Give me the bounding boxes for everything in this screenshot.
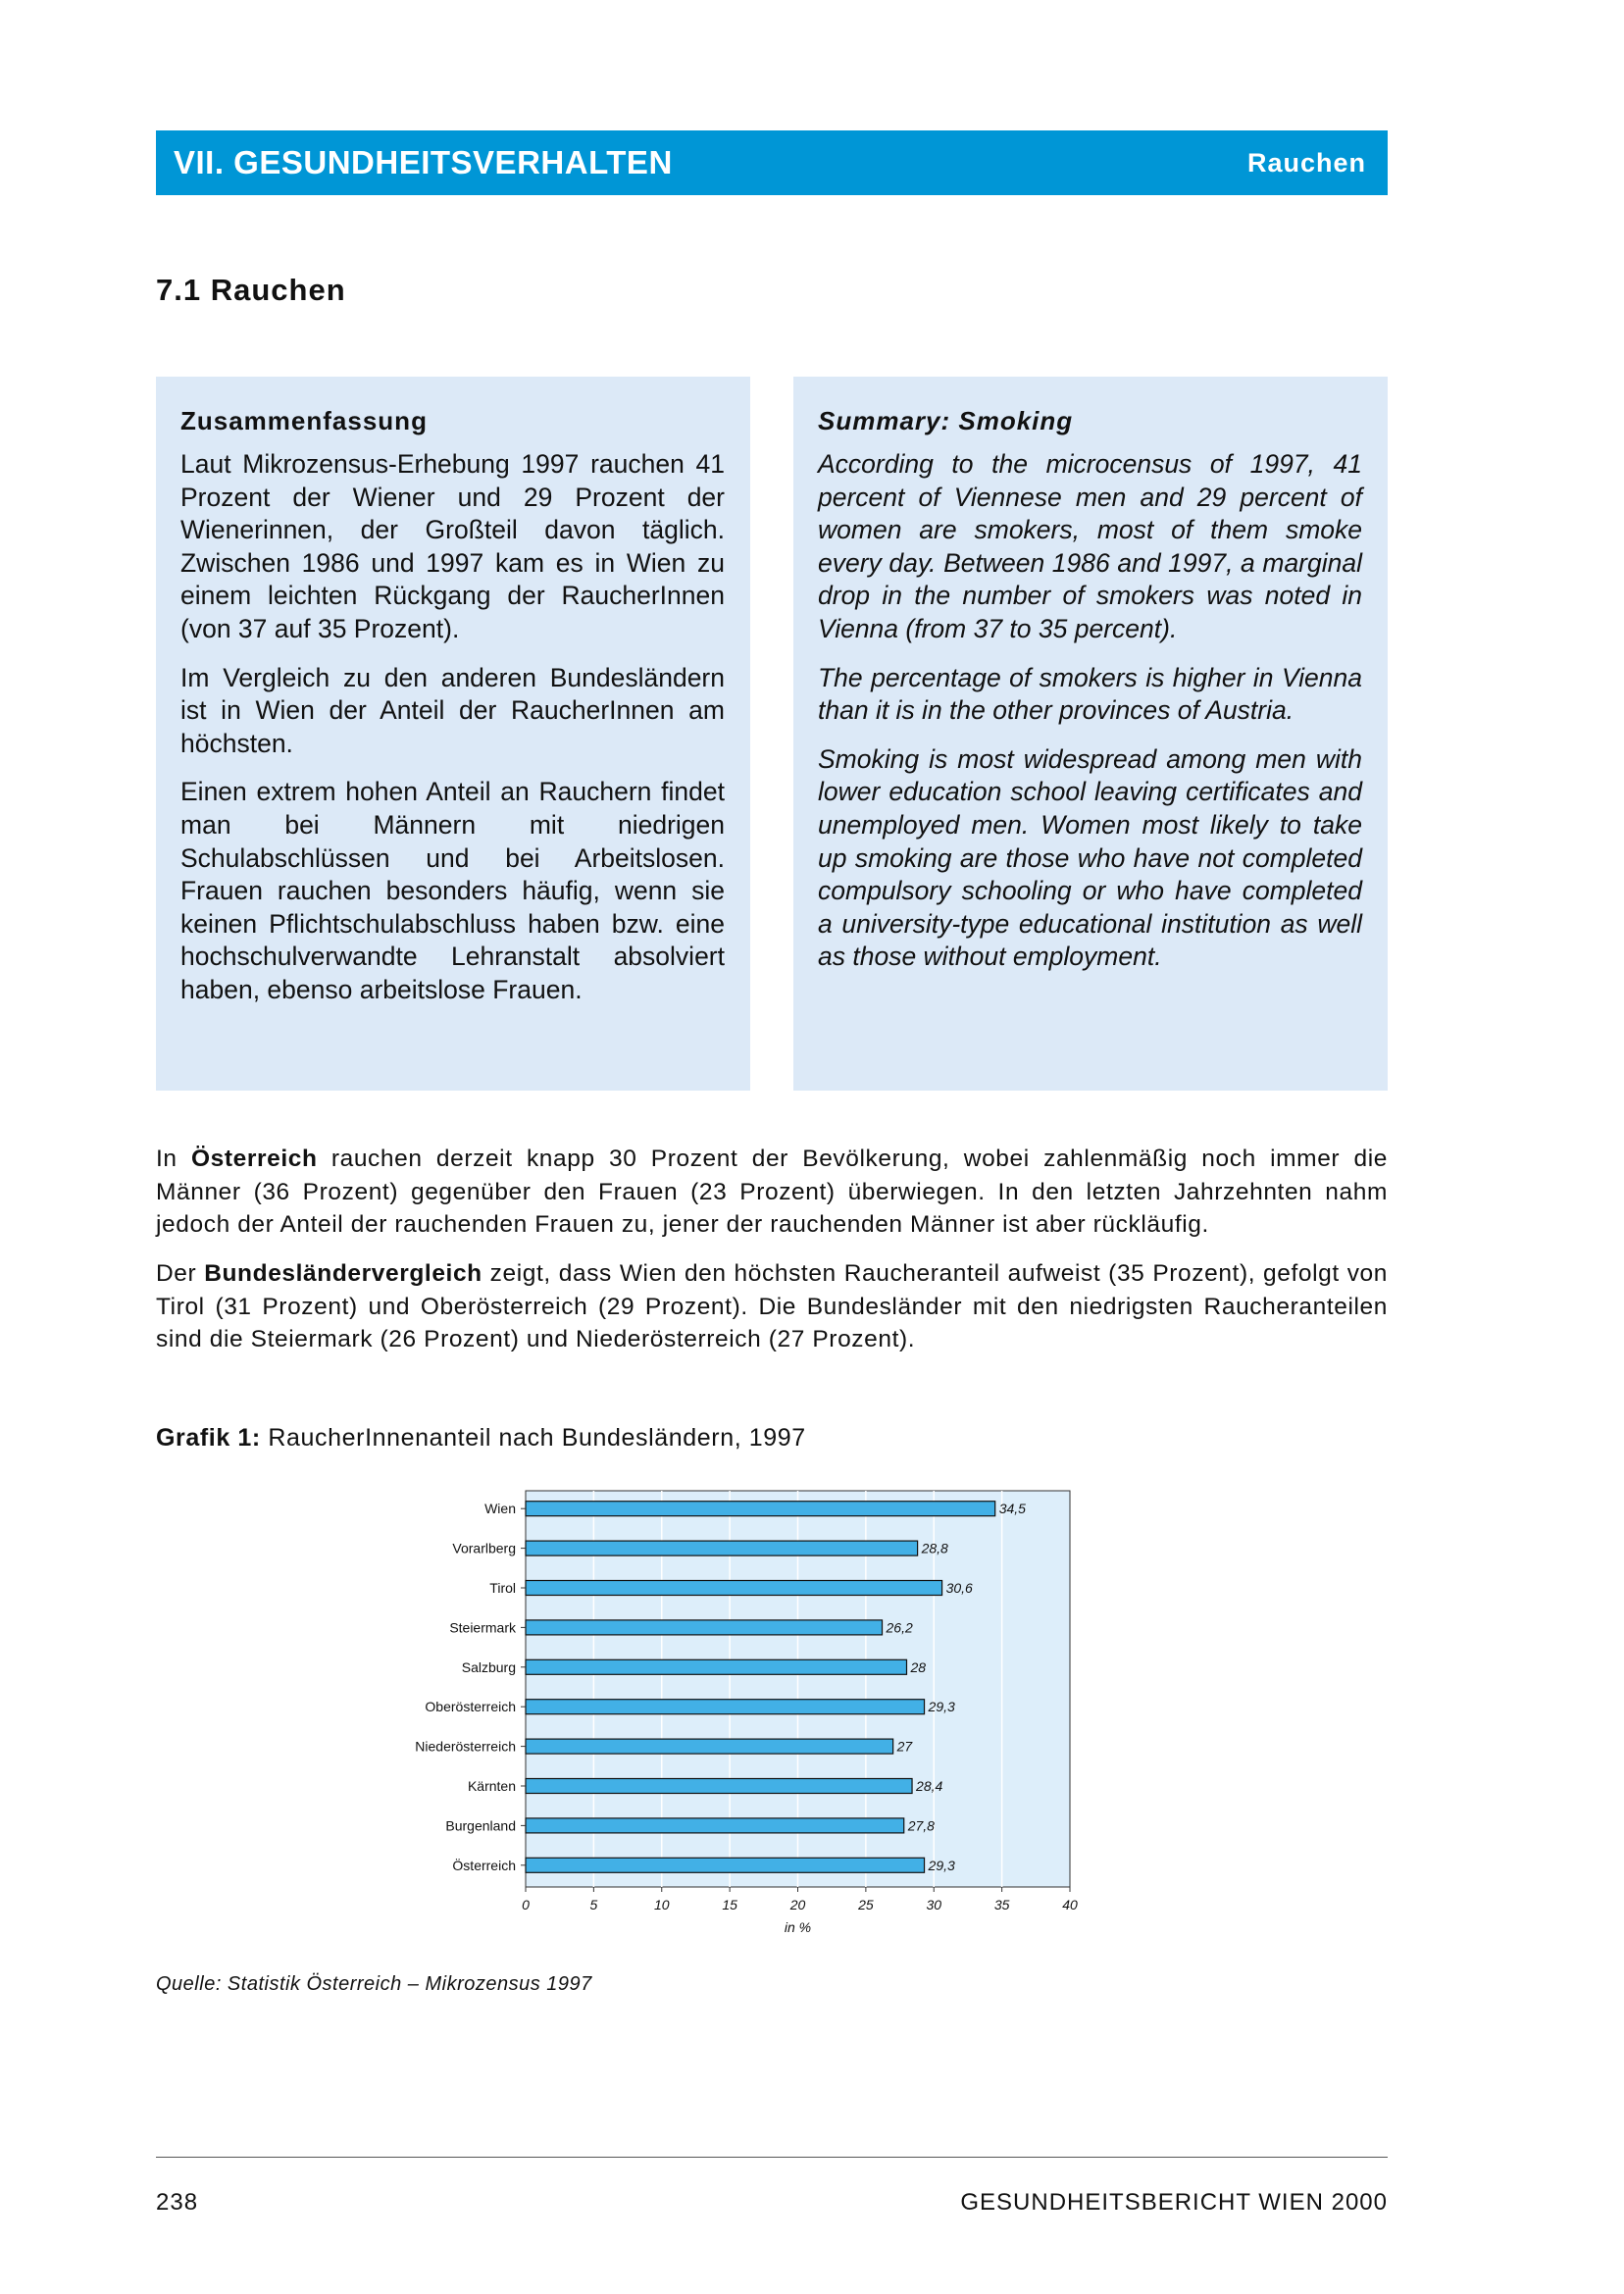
x-tick-label: 0 xyxy=(522,1897,530,1912)
section-title: 7.1 Rauchen xyxy=(156,273,346,307)
figure-label: Grafik 1: xyxy=(156,1424,261,1452)
data-label: 27 xyxy=(896,1738,913,1755)
x-tick-label: 10 xyxy=(653,1897,670,1912)
chapter-title: VII. GESUNDHEITSVERHALTEN xyxy=(174,144,673,180)
page-number: 238 xyxy=(156,2189,199,2216)
x-axis-label: in % xyxy=(784,1919,812,1935)
category-label: Wien xyxy=(484,1501,516,1517)
category-label: Burgenland xyxy=(445,1817,516,1834)
body-paragraph-austria xyxy=(156,1143,1388,1242)
bar xyxy=(526,1700,925,1714)
category-label: Salzburg xyxy=(461,1658,516,1675)
bar xyxy=(526,1779,912,1794)
source-note: Quelle: Statistik Österreich – Mikrozensus 1997 xyxy=(156,1973,592,1995)
x-tick-label: 40 xyxy=(1062,1897,1078,1912)
x-tick-label: 35 xyxy=(993,1897,1010,1912)
body-emphasis: Bundesländervergleich xyxy=(204,1260,482,1287)
bar xyxy=(526,1581,942,1596)
summary-heading-english: Summary: Smoking xyxy=(818,406,1074,435)
summary-box-english xyxy=(793,377,1388,1091)
summary-paragraph: The percentage of smokers is higher in Vienna than it is in the other provinces of Austria. xyxy=(818,662,1362,726)
category-label: Tirol xyxy=(489,1580,516,1596)
data-label: 28,8 xyxy=(921,1540,948,1556)
bar xyxy=(526,1502,995,1516)
bar xyxy=(526,1541,918,1555)
category-label: Vorarlberg xyxy=(452,1540,516,1556)
category-label: Österreich xyxy=(452,1857,516,1873)
summary-box-german xyxy=(156,377,750,1091)
data-label: 29,3 xyxy=(928,1857,955,1873)
summary-paragraph: Im Vergleich zu den anderen Bundesländern ist in Wien der Anteil der RaucherInnen am höchsten. xyxy=(180,662,725,758)
summary-paragraph: Einen extrem hohen Anteil an Rauchern findet man bei Männern mit niedrigen Schulabschlüssen und bei Arbeitslosen. Frauen rauchen besonders häufig, wenn sie keinen Pflichtschulabschluss haben bzw. eine hochschulverwandte Lehranstalt absolviert haben, ebenso arbeitslose Frauen. xyxy=(180,777,725,1004)
report-title: GESUNDHEITSBERICHT WIEN 2000 xyxy=(960,2189,1388,2216)
bar xyxy=(526,1620,883,1635)
body-paragraph-states xyxy=(156,1257,1388,1356)
body-text: zeigt, dass Wien den höchsten Raucheranteil aufweist (35 Prozent), gefolgt von Tirol (31 Prozent) und Oberösterreich (29 Prozent). Die Bundesländer mit den niedrigsten Raucheranteilen sind die Steiermark (26 Prozent) und Niederösterreich (27 Prozent). xyxy=(156,1260,1389,1352)
footer-divider xyxy=(156,2157,1388,2158)
summary-heading-german: Zusammenfassung xyxy=(180,406,428,435)
figure-caption xyxy=(156,1424,806,1453)
category-label: Oberösterreich xyxy=(425,1699,516,1715)
x-tick-label: 5 xyxy=(589,1897,598,1912)
bar xyxy=(526,1858,925,1872)
x-tick-label: 15 xyxy=(722,1897,737,1912)
summary-paragraph: Laut Mikrozensus-Erhebung 1997 rauchen 41 Prozent der Wiener und 29 Prozent der Wienerinnen, der Großteil davon täglich. Zwischen 1986 und 1997 kam es in Wien zu einem leichten Rückgang der RaucherInnen (von 37 auf 35 Prozent). xyxy=(180,449,725,643)
bar xyxy=(526,1659,907,1674)
bar xyxy=(526,1818,904,1833)
category-label: Kärnten xyxy=(467,1778,516,1794)
bar xyxy=(526,1739,893,1754)
chapter-topic: Rauchen xyxy=(1246,147,1366,178)
data-label: 28,4 xyxy=(916,1778,943,1794)
x-tick-label: 20 xyxy=(789,1897,806,1912)
summary-paragraph: Smoking is most widespread among men with lower education school leaving certificates and unemployed men. Women most likely to take up smoking are those who have not completed compulsory schooling or who have completed a university-type educational institution as well as those without employment. xyxy=(818,743,1362,972)
data-label: 27,8 xyxy=(907,1817,935,1834)
data-label: 28 xyxy=(910,1658,927,1675)
body-text: rauchen derzeit knapp 30 Prozent der Bevölkerung, wobei zahlenmäßig noch immer die Männer (36 Prozent) gegenüber den Frauen (23 Prozent) überwiegen. In den letzten Jahrzehnten nahm jedoch der Anteil der rauchenden Frauen zu, jener der rauchenden Männer ist aber rückläufig. xyxy=(156,1146,1388,1238)
category-label: Niederösterreich xyxy=(415,1738,516,1755)
x-tick-label: 30 xyxy=(926,1897,942,1912)
chapter-header-bar xyxy=(156,130,1388,195)
category-label: Steiermark xyxy=(449,1619,516,1636)
data-label: 30,6 xyxy=(945,1580,973,1596)
data-label: 29,3 xyxy=(928,1699,955,1715)
summary-paragraph: According to the microcensus of 1997, 41 percent of Viennese men and 29 percent of women are smokers, most of them smoke every day. Between 1986 and 1997, a marginal drop in the number of smokers was noted in Vienna (from 37 to 35 percent). xyxy=(818,449,1362,643)
body-text: Der xyxy=(156,1260,205,1287)
body-emphasis: Österreich xyxy=(190,1146,318,1172)
body-text: In xyxy=(156,1146,191,1172)
figure-caption-text: RaucherInnenanteil nach Bundesländern, 1997 xyxy=(260,1424,806,1452)
data-label: 34,5 xyxy=(998,1501,1026,1517)
data-label: 26,2 xyxy=(886,1619,913,1636)
x-tick-label: 25 xyxy=(858,1897,874,1912)
bar-chart xyxy=(382,1471,1089,1942)
